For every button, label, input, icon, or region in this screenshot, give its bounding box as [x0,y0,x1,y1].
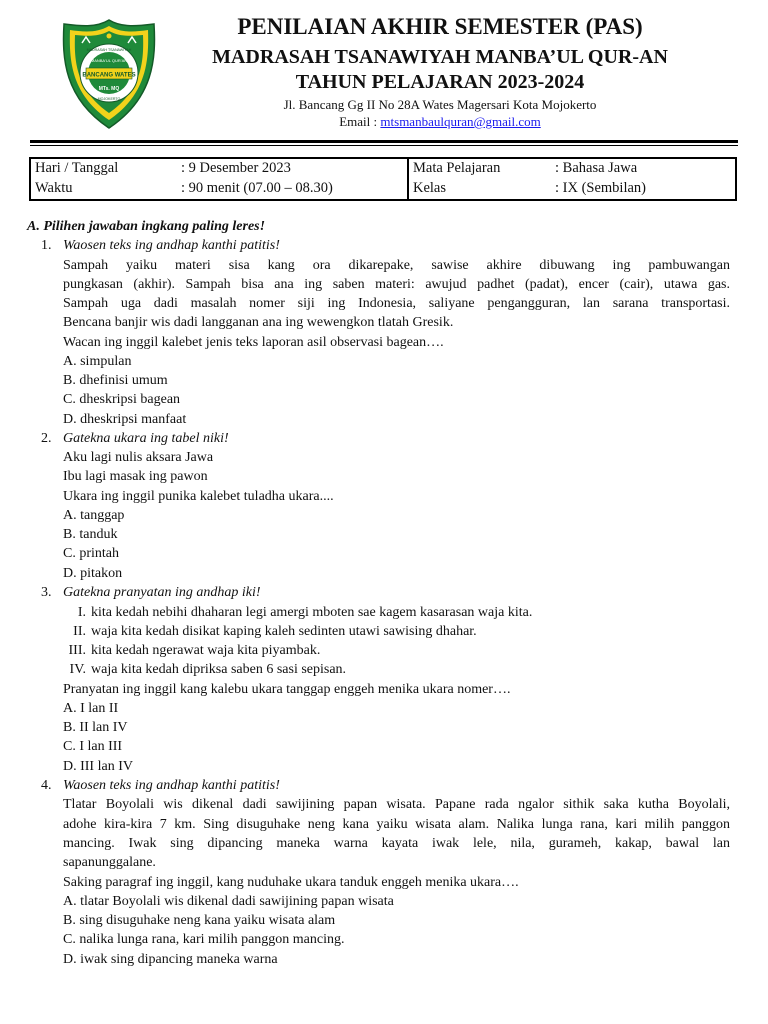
q3-statement-number: II. [73,624,86,639]
q1-text-line: Sampah uga dadi masalah nomer siji ing Indonesia, saliyane pengangguran, lan sarana transportasi. [63,296,730,311]
q1-instruction: Waosen teks ing andhap kanthi patitis! [63,238,280,253]
header-rule-thin [30,145,738,146]
q1-text-line: Sampah yaiku materi sisa kang ora dikarepake, sawise akhire dibuwang ing pambuwangan [63,258,730,273]
q1-option-a[interactable]: A. simpulan [63,354,132,369]
school-address: Jl. Bancang Gg II No 28A Wates Magersari Kota Mojokerto [283,97,597,112]
q2-number: 2. [41,431,52,446]
letterhead [0,0,768,150]
q3-option-a[interactable]: A. I lan II [63,701,119,716]
q1-text-line: pungkasan (akhir). Sampah bisa ana ing saben materi: awujud padhet (padat), encer (cair), utawa gas. [63,277,730,292]
q2-sentence: Ibu lagi masak ing pawon [63,469,208,484]
q3-statement-text: kita kedah nebihi dhaharan legi amergi mboten sae kagem kasarasan waja kita. [91,605,533,620]
q3-statement-text: waja kita kedah disikat kaping kaleh sedinten utawi sawising dhahar. [91,624,477,639]
class-label: Kelas [408,179,551,200]
q3-statement-number: IV. [69,662,86,677]
q2-option-b[interactable]: B. tanduk [63,527,118,542]
time-value: : 90 menit (07.00 – 08.30) [181,180,333,196]
logo-center-text: BANCANG WATES [82,72,136,79]
q4-number: 4. [41,778,52,793]
exam-title: PENILAIAN AKHIR SEMESTER (PAS) [237,14,643,39]
q3-statement-text: waja kita kedah dipriksa saben 6 sasi sepisan. [91,662,347,677]
q4-text-line: mancing. Iwak sing dipancing maneka warna kayata iwak lele, nila, gurameh, kakap, bawal lan [63,836,730,851]
q4-instruction: Waosen teks ing andhap kanthi patitis! [63,778,280,793]
q3-option-c[interactable]: C. I lan III [63,739,123,754]
email-line [150,114,730,130]
logo-sub-text: MTs. MQ [98,86,120,92]
q3-statement-number: I. [77,605,86,620]
q1-text-line: Bencana banjir wis dadi langganan ana ing wewengkon tlatah Gresik. [63,315,454,330]
subject-label: Mata Pelajaran [408,158,551,179]
q3-number: 3. [41,585,52,600]
school-name: MADRASAH TSANAWIYAH MANBA’UL QUR-AN [212,46,668,68]
q2-option-d[interactable]: D. pitakon [63,566,123,581]
q2-sentence: Aku lagi nulis aksara Jawa [63,450,214,465]
q2-instruction: Gatekna ukara ing tabel niki! [63,431,229,446]
q4-option-c[interactable]: C. nalika lunga rana, kari milih panggon mancing. [63,932,345,947]
school-year: TAHUN PELAJARAN 2023-2024 [295,71,585,93]
logo-name-text: MANBA'UL QUR'AN [90,58,128,63]
q4-text-line: sapanunggalane. [63,855,156,870]
q2-option-a[interactable]: A. tanggap [63,508,125,523]
section-a-heading: A. Pilihen jawaban ingkang paling leres! [27,219,266,234]
q3-statement-number: III. [68,643,86,658]
q4-text-line: adohe kira-kira 7 km. Sing disuguhake neng kana yaiku wisata alam. Nalika lunga rana, kari milih panggon [63,817,730,832]
school-logo [60,18,158,130]
q2-question: Ukara ing inggil punika kalebet tuladha ukara.... [63,489,334,504]
q1-option-b[interactable]: B. dhefinisi umum [63,373,168,388]
q3-option-b[interactable]: B. II lan IV [63,720,128,735]
q4-text-line: Tlatar Boyolali wis dikenal dadi sawijining papan wisata. Papane rada ngalor sithik saka kutha Boyolali, [63,797,730,812]
q3-option-d[interactable]: D. III lan IV [63,759,133,774]
email-label: Email : [339,114,381,129]
email-link[interactable]: mtsmanbaulquran@gmail.com [380,114,541,129]
exam-info-table [29,157,737,201]
q4-option-a[interactable]: A. tlatar Boyolali wis dikenal dadi sawijining papan wisata [63,894,394,909]
time-label: Waktu [35,180,73,196]
q4-option-b[interactable]: B. sing disuguhake neng kana yaiku wisata alam [63,913,336,928]
q3-statement-text: kita kedah ngerawat waja kita piyambak. [91,643,321,658]
day-value: : 9 Desember 2023 [181,160,291,176]
subject-value: : Bahasa Jawa [555,160,638,176]
class-value: : IX (Sembilan) [555,180,647,196]
q2-option-c[interactable]: C. printah [63,546,119,561]
day-label: Hari / Tanggal [35,160,119,176]
q1-option-c[interactable]: C. dheskripsi bagean [63,392,181,407]
logo-bottom-text: MOJOKERTO [97,97,121,101]
q1-option-d[interactable]: D. dheskripsi manfaat [63,412,187,427]
q4-question: Saking paragraf ing inggil, kang nuduhake ukara tanduk enggeh menika ukara…. [63,875,519,890]
q3-instruction: Gatekna pranyatan ing andhap iki! [63,585,261,600]
q1-question: Wacan ing inggil kalebet jenis teks laporan asil observasi bagean…. [63,335,444,350]
q1-number: 1. [41,238,52,253]
q3-question: Pranyatan ing inggil kang kalebu ukara tanggap enggeh menika ukara nomer…. [63,682,511,697]
logo-top-text: MADRASAH TSANAWIYAH [86,48,132,52]
q4-option-d[interactable]: D. iwak sing dipancing maneka warna [63,952,278,967]
header-rule-thick [30,140,738,143]
